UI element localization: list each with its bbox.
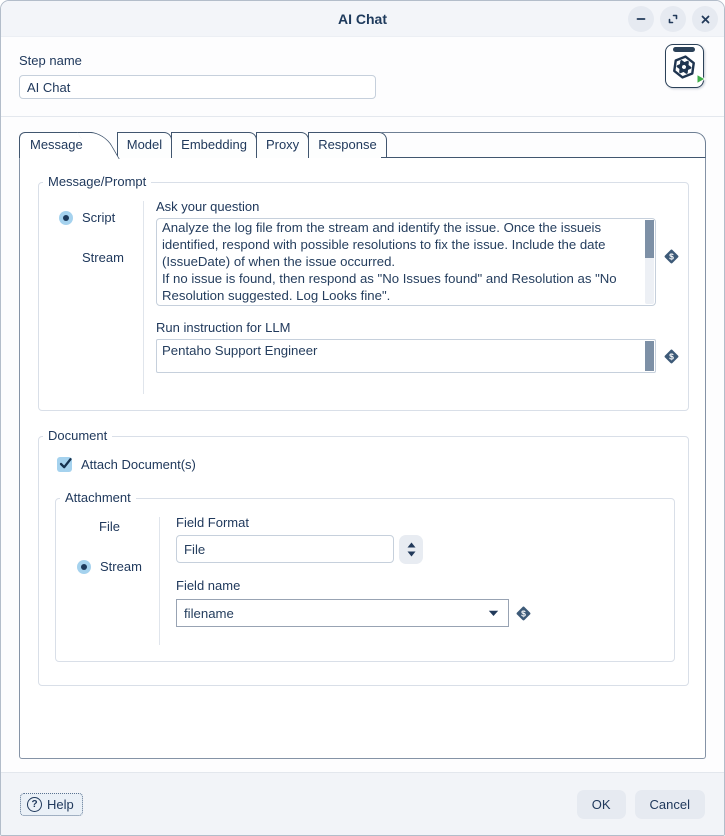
tab-proxy[interactable]: Proxy: [256, 132, 309, 158]
run-variable-icon[interactable]: [663, 348, 680, 365]
tab-response[interactable]: Response: [308, 132, 387, 158]
ask-question-textarea[interactable]: [156, 218, 656, 306]
script-radio-label: Script: [82, 210, 116, 225]
restore-button[interactable]: [660, 6, 686, 32]
message-tab-panel: [19, 158, 706, 759]
help-button-label: Help: [47, 796, 74, 812]
cancel-button[interactable]: Cancel: [635, 790, 705, 819]
ask-question-label: Ask your question: [156, 199, 260, 214]
field-name-combo[interactable]: [176, 599, 509, 627]
window-controls: [628, 6, 718, 32]
script-radio-circle[interactable]: [59, 211, 73, 225]
tab-embedding[interactable]: Embedding: [171, 132, 257, 158]
run-indicator-icon: [695, 73, 707, 85]
footer-bar: [1, 772, 724, 835]
tab-strip-filler: [381, 132, 706, 158]
dropdown-arrow-icon: [488, 610, 499, 617]
minimize-button[interactable]: [628, 6, 654, 32]
script-radio[interactable]: [59, 210, 143, 225]
document-legend: Document: [43, 428, 112, 443]
attachment-source-options: [56, 499, 159, 661]
svg-text:$: $: [521, 607, 526, 618]
spinner-down-icon: [407, 551, 416, 557]
close-button[interactable]: [692, 6, 718, 32]
field-format-label: Field Format: [176, 515, 249, 530]
attach-documents-checkbox[interactable]: [57, 457, 72, 472]
tab-message[interactable]: Message: [19, 132, 98, 159]
run-scrollbar[interactable]: [645, 341, 654, 371]
titlebar: [1, 1, 724, 37]
step-name-label: Step name: [19, 53, 82, 68]
message-prompt-legend: Message/Prompt: [43, 174, 151, 189]
attach-documents-label: Attach Document(s): [81, 457, 196, 472]
run-scrollbar-thumb[interactable]: [645, 341, 654, 371]
checkmark-icon: [58, 456, 73, 472]
file-radio[interactable]: File: [99, 519, 120, 534]
attach-documents-row[interactable]: [57, 457, 688, 472]
stream-radio[interactable]: [59, 250, 143, 265]
stream-attach-radio[interactable]: [56, 559, 159, 574]
openai-badge: [673, 47, 695, 52]
close-icon: [700, 14, 711, 25]
tab-strip: [19, 132, 706, 158]
minimize-icon: [635, 13, 647, 25]
attachment-group: [55, 490, 675, 662]
content-spacer: [1, 759, 724, 772]
run-instruction-label: Run instruction for LLM: [156, 320, 291, 335]
prompt-source-options: [39, 183, 143, 410]
help-button[interactable]: [20, 793, 83, 816]
question-variable-icon[interactable]: [663, 248, 680, 265]
step-name-section: [1, 37, 724, 99]
svg-text:$: $: [669, 351, 674, 362]
spinner-up-icon: [407, 542, 416, 548]
svg-text:$: $: [669, 251, 674, 262]
stream-attach-radio-circle[interactable]: [77, 560, 91, 574]
tab-folder: [19, 132, 706, 759]
ok-button[interactable]: OK: [577, 790, 626, 819]
stream-radio-label: Stream: [82, 250, 124, 265]
question-scrollbar-thumb[interactable]: [645, 220, 654, 258]
field-name-label: Field name: [176, 578, 241, 593]
message-prompt-group: [38, 174, 689, 411]
field-name-value: filename: [184, 605, 234, 621]
field-format-spinner[interactable]: [399, 535, 423, 564]
stream-attach-radio-label: Stream: [100, 559, 142, 574]
openai-logo-icon: [670, 53, 698, 81]
field-name-variable-icon[interactable]: [515, 605, 532, 622]
help-icon: ?: [27, 797, 42, 812]
run-instruction-input[interactable]: [156, 339, 656, 373]
field-format-input[interactable]: [176, 535, 394, 563]
attachment-legend: Attachment: [60, 490, 136, 505]
question-scrollbar[interactable]: [645, 220, 654, 304]
window-title: AI Chat: [338, 10, 387, 27]
header-separator: [1, 116, 724, 117]
tab-model[interactable]: Model: [117, 132, 172, 158]
step-name-input[interactable]: [19, 75, 376, 99]
openai-step-icon: [665, 44, 704, 88]
document-group: [38, 428, 689, 686]
restore-icon: [667, 13, 679, 25]
